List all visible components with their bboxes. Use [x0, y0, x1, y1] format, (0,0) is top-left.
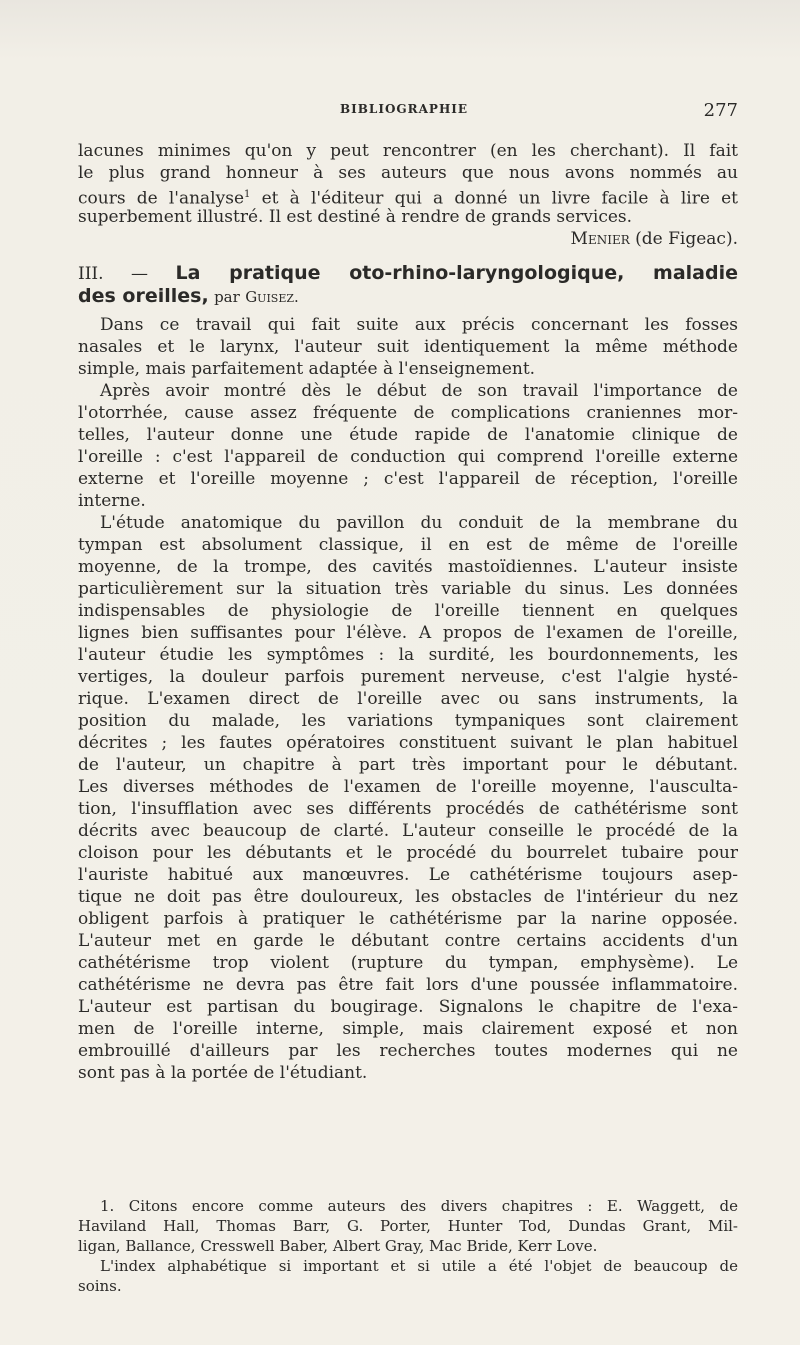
text-line: cloison pour les débutants et le procédé du bourrelet tubaire pour [78, 843, 738, 863]
footnote-line: ligan, Ballance, Cresswell Baber, Albert Gray, Mac Bride, Kerr Love. [78, 1237, 598, 1255]
text-line: vertiges, la douleur parfois purement nerveuse, c'est l'algie hysté- [78, 667, 738, 687]
text-line: lacunes minimes qu'on y peut rencontrer (en les cherchant). Il fait [78, 141, 738, 161]
signature-place: (de Figeac). [635, 229, 738, 249]
footnote-mark: 1 [244, 189, 251, 200]
text-line: l'otorrhée, cause assez fréquente de complications craniennes mor- [78, 403, 738, 423]
section-title: La pratique oto-rhino-laryngologique, maladie [175, 262, 738, 284]
paragraph-3 [78, 512, 738, 1084]
footnote-line: soins. [78, 1277, 122, 1295]
text-line: l'auteur étudie les symptômes : la surdité, les bourdonnements, les [78, 645, 738, 665]
text-line: tympan est absolument classique, il en est de même de l'oreille [78, 535, 738, 555]
text-line: L'auteur est partisan du bougirage. Signalons le chapitre de l'exa- [78, 997, 738, 1017]
text-line: superbement illustré. Il est destiné à rendre de grands services. [78, 207, 633, 227]
text-line: tique ne doit pas être douloureux, les obstacles de l'intérieur du nez [78, 887, 738, 907]
text-line: de l'auteur, un chapitre à part très important pour le débutant. [78, 755, 738, 775]
text-line: décrites ; les fautes opératoires constituent suivant le plan habituel [78, 733, 738, 753]
signature [78, 228, 738, 250]
text-line: l'oreille : c'est l'appareil de conduction qui comprend l'oreille externe [78, 447, 738, 467]
text-line: cathétérisme trop violent (rupture du tympan, emphysème). Le [78, 953, 738, 973]
section-heading [78, 262, 738, 308]
intro-paragraph [78, 140, 738, 250]
text-line: l'auriste habitué aux manœuvres. Le cathétérisme toujours asep- [78, 865, 738, 885]
text-line [78, 184, 739, 209]
running-title: BIBLIOGRAPHIE [340, 102, 469, 116]
text-line: tion, l'insufflation avec ses différents procédés de cathétérisme sont [78, 799, 738, 819]
section-number: III. — [78, 264, 149, 284]
text-line: embrouillé d'ailleurs par les recherches toutes modernes qui ne [78, 1041, 738, 1061]
text-line: lignes bien suffisantes pour l'élève. A propos de l'examen de l'oreille, [78, 623, 738, 643]
text-line: cathétérisme ne devra pas être fait lors d'une poussée inflammatoire. [78, 975, 738, 995]
paragraph-1 [78, 314, 738, 380]
text-line: L'étude anatomique du pavillon du conduit de la membrane du [100, 513, 738, 533]
text-fragment: et à l'éditeur qui a donné un livre facile à lire et [261, 188, 739, 209]
text-line: telles, l'auteur donne une étude rapide de l'anatomie clinique de [78, 425, 738, 445]
text-line: position du malade, les variations tympaniques sont clairement [78, 711, 738, 731]
text-line: moyenne, de la trompe, des cavités mastoïdiennes. L'auteur insiste [78, 557, 738, 577]
text-line: nasales et le larynx, l'auteur suit identiquement la même méthode [78, 337, 738, 357]
paragraph-2 [78, 380, 738, 512]
text-fragment: cours de l'analyse [78, 188, 245, 209]
page-header [78, 100, 738, 124]
text-line: interne. [78, 491, 146, 511]
page-number: 277 [703, 100, 738, 121]
main-text [78, 140, 738, 1084]
text-line: L'auteur met en garde le débutant contre certains accidents d'un [78, 931, 738, 951]
text-line: sont pas à la portée de l'étudiant. [78, 1063, 368, 1083]
text-line: Après avoir montré dès le début de son travail l'importance de [100, 381, 738, 401]
footnote-line: 1. Citons encore comme auteurs des divers chapitres : E. Waggett, de [100, 1197, 738, 1215]
heading-line [78, 285, 738, 308]
text-line: rique. L'examen direct de l'oreille avec ou sans instruments, la [78, 689, 738, 709]
text-line: obligent parfois à pratiquer le cathétérisme par la narine opposée. [78, 909, 738, 929]
text-line: men de l'oreille interne, simple, mais clairement exposé et non [78, 1019, 738, 1039]
section-author: Guisez. [245, 288, 299, 306]
text-line: Les diverses méthodes de l'examen de l'oreille moyenne, l'ausculta- [78, 777, 738, 797]
section-title-cont: des oreilles, [78, 285, 209, 307]
text-line: simple, mais parfaitement adaptée à l'enseignement. [78, 359, 536, 379]
footnote-line: L'index alphabétique si important et si utile a été l'objet de beaucoup de [100, 1257, 738, 1275]
heading-line [78, 262, 738, 285]
text-line: décrits avec beaucoup de clarté. L'auteur conseille le procédé de la [78, 821, 738, 841]
text-line: Dans ce travail qui fait suite aux précis concernant les fosses [100, 315, 738, 335]
text-line: le plus grand honneur à ses auteurs que nous avons nommés au [78, 163, 738, 183]
text-line: indispensables de physiologie de l'oreille tiennent en quelques [78, 601, 738, 621]
footnotes [78, 1196, 738, 1296]
signature-name: Menier [570, 229, 630, 249]
by-word: par [214, 288, 240, 306]
text-line: particulièrement sur la situation très variable du sinus. Les données [78, 579, 738, 599]
footnote-line: Haviland Hall, Thomas Barr, G. Porter, Hunter Tod, Dundas Grant, Mil- [78, 1217, 738, 1235]
text-line: externe et l'oreille moyenne ; c'est l'appareil de réception, l'oreille [78, 469, 738, 489]
